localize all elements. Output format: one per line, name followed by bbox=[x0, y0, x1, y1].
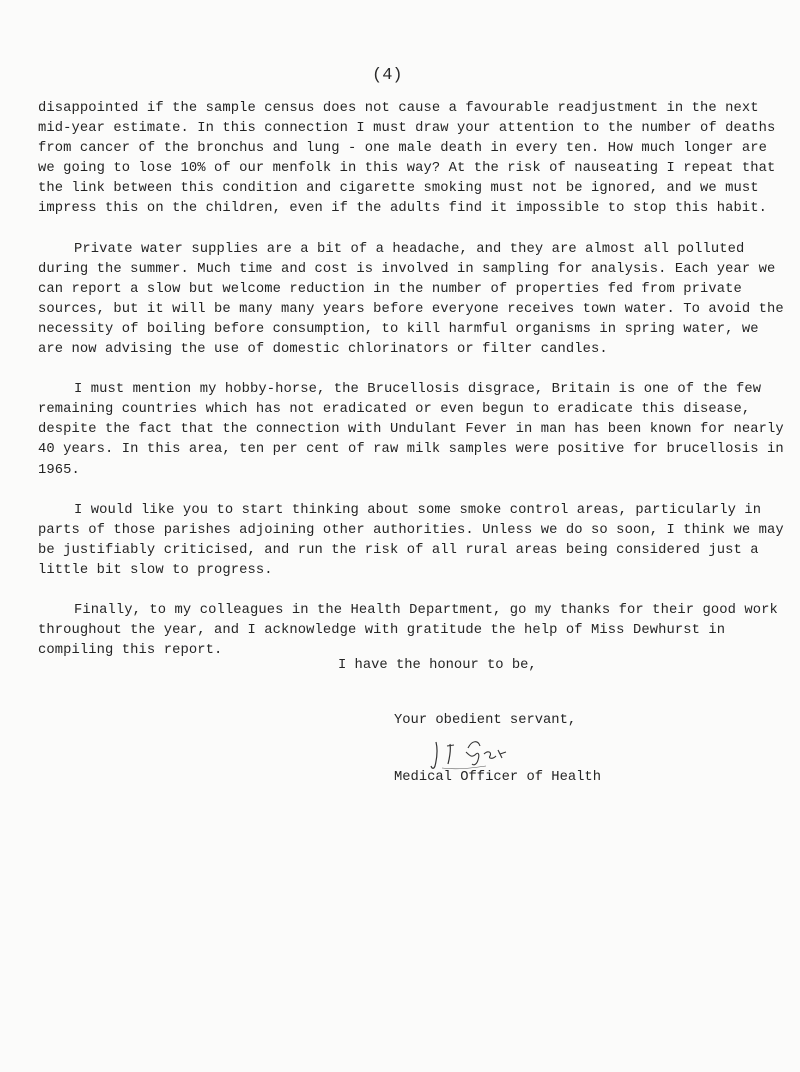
closing-servant: Your obedient servant, bbox=[394, 713, 577, 728]
closing-honour: I have the honour to be, bbox=[338, 658, 537, 673]
paragraph-thanks: Finally, to my colleagues in the Health Department, go my thanks for their good work throughout the year, and I acknowledge with gratitude the help of Miss Dewhurst in compiling this report. bbox=[38, 602, 778, 659]
paragraph-smoke-control: I would like you to start thinking about some smoke control areas, particularly in parts of those parishes adjoining other authorities. Unless we do so soon, I think we may be justifiably criticised, and run the risk of all rural areas being considered just a little bit slow to progress. bbox=[38, 502, 784, 578]
handwritten-signature bbox=[428, 736, 528, 772]
paragraph-brucellosis: I must mention my hobby-horse, the Brucellosis disgrace, Britain is one of the few remaining countries which has not eradicated or even begun to eradicate this disease, despite the fact that the connection with Undulant Fever in man has been known for nearly 40 years. In this area, ten per cent of raw milk samples were positive for brucellosis in 1965. bbox=[38, 382, 784, 478]
letter-body bbox=[38, 99, 786, 681]
paragraph-water-supplies: Private water supplies are a bit of a headache, and they are almost all polluted during the summer. Much time and cost is involved in sampling for analysis. Each year we can report a slow but welcome reduction in the number of properties fed from private sources, but it will be many many years before everyone receives town water. To avoid the necessity of boiling before consumption, to kill harmful organisms in spring water, we are now advising the use of domestic chlorinators or filter candles. bbox=[38, 241, 784, 358]
closing-role: Medical Officer of Health bbox=[394, 770, 601, 785]
paragraph-cancer: disappointed if the sample census does not cause a favourable readjustment in the next mid-year estimate. In this connection I must draw your attention to the number of deaths from cancer of the bronchus and lung - one male death in every ten. How much longer are we going to lose 10% of our menfolk in this way? At the risk of nauseating I repeat that the link between this condition and cigarette smoking must not be ignored, and we must impress this on the children, even if the adults find it impossible to stop this habit. bbox=[38, 101, 776, 217]
page-number: (4) bbox=[372, 66, 403, 85]
